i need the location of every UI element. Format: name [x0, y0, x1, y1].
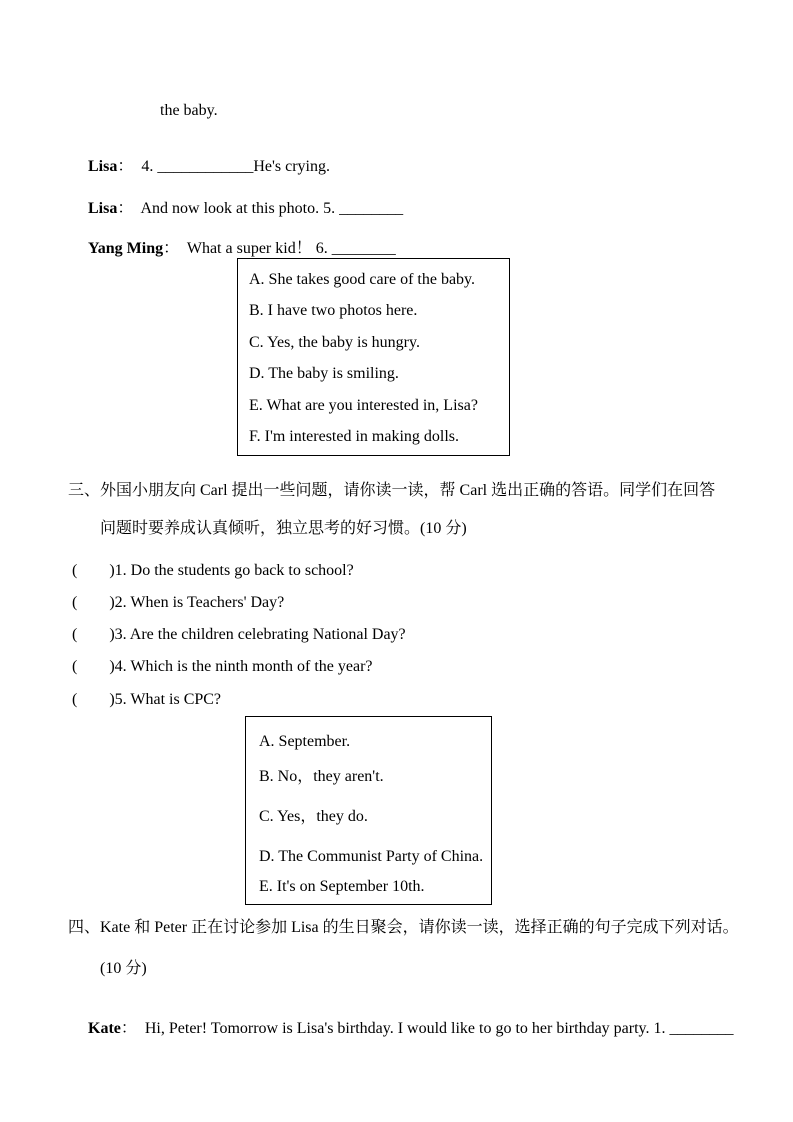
- dialogue-text: ： What a super kid！ 6. ________: [163, 240, 396, 257]
- option-item: C. Yes，they do.: [259, 808, 368, 825]
- option-item: E. What are you interested in, Lisa?: [249, 397, 478, 414]
- option-item: A. She takes good care of the baby.: [249, 271, 475, 288]
- question-item: ( )4. Which is the ninth month of the year?: [72, 658, 373, 675]
- dialogue-text: ： 4. ____________He's crying.: [117, 158, 330, 175]
- dialogue-text: ： And now look at this photo. 5. ________: [117, 200, 404, 217]
- dialogue-text: ： Hi, Peter! Tomorrow is Lisa's birthday. I would like to go to her birthday party. 1. ________: [120, 1020, 734, 1037]
- dialogue-line: [72, 999, 734, 1059]
- speaker-name: Lisa: [88, 158, 118, 175]
- options-box-part2: [237, 258, 510, 456]
- question-item: ( )1. Do the students go back to school?: [72, 562, 354, 579]
- section4-heading-line1: 四、Kate 和 Peter 正在讨论参加 Lisa 的生日聚会，请你读一读，选择正确的句子完成下列对话。: [68, 919, 739, 936]
- option-item: B. I have two photos here.: [249, 302, 418, 319]
- option-item: A. September.: [259, 733, 351, 750]
- speaker-name: Kate: [88, 1020, 121, 1037]
- option-item: E. It's on September 10th.: [259, 878, 425, 895]
- option-item: C. Yes, the baby is hungry.: [249, 334, 420, 351]
- option-item: D. The Communist Party of China.: [259, 848, 484, 865]
- option-item: F. I'm interested in making dolls.: [249, 428, 460, 445]
- option-item: D. The baby is smiling.: [249, 365, 399, 382]
- options-box-part3: [245, 716, 492, 905]
- speaker-name: Yang Ming: [88, 240, 164, 257]
- question-item: ( )3. Are the children celebrating National Day?: [72, 626, 406, 643]
- speaker-name: Lisa: [88, 200, 118, 217]
- section3-heading-line2: 问题时要养成认真倾听，独立思考的好习惯。(10 分): [100, 520, 467, 537]
- question-item: ( )5. What is CPC?: [72, 691, 222, 708]
- dialogue-continuation-line: the baby.: [160, 102, 218, 119]
- section3-heading-line1: 三、外国小朋友向 Carl 提出一些问题，请你读一读，帮 Carl 选出正确的答语。同学们在回答: [68, 482, 716, 499]
- section4-heading-line2: (10 分): [100, 960, 147, 977]
- option-item: B. No，they aren't.: [259, 768, 384, 785]
- question-item: ( )2. When is Teachers' Day?: [72, 594, 285, 611]
